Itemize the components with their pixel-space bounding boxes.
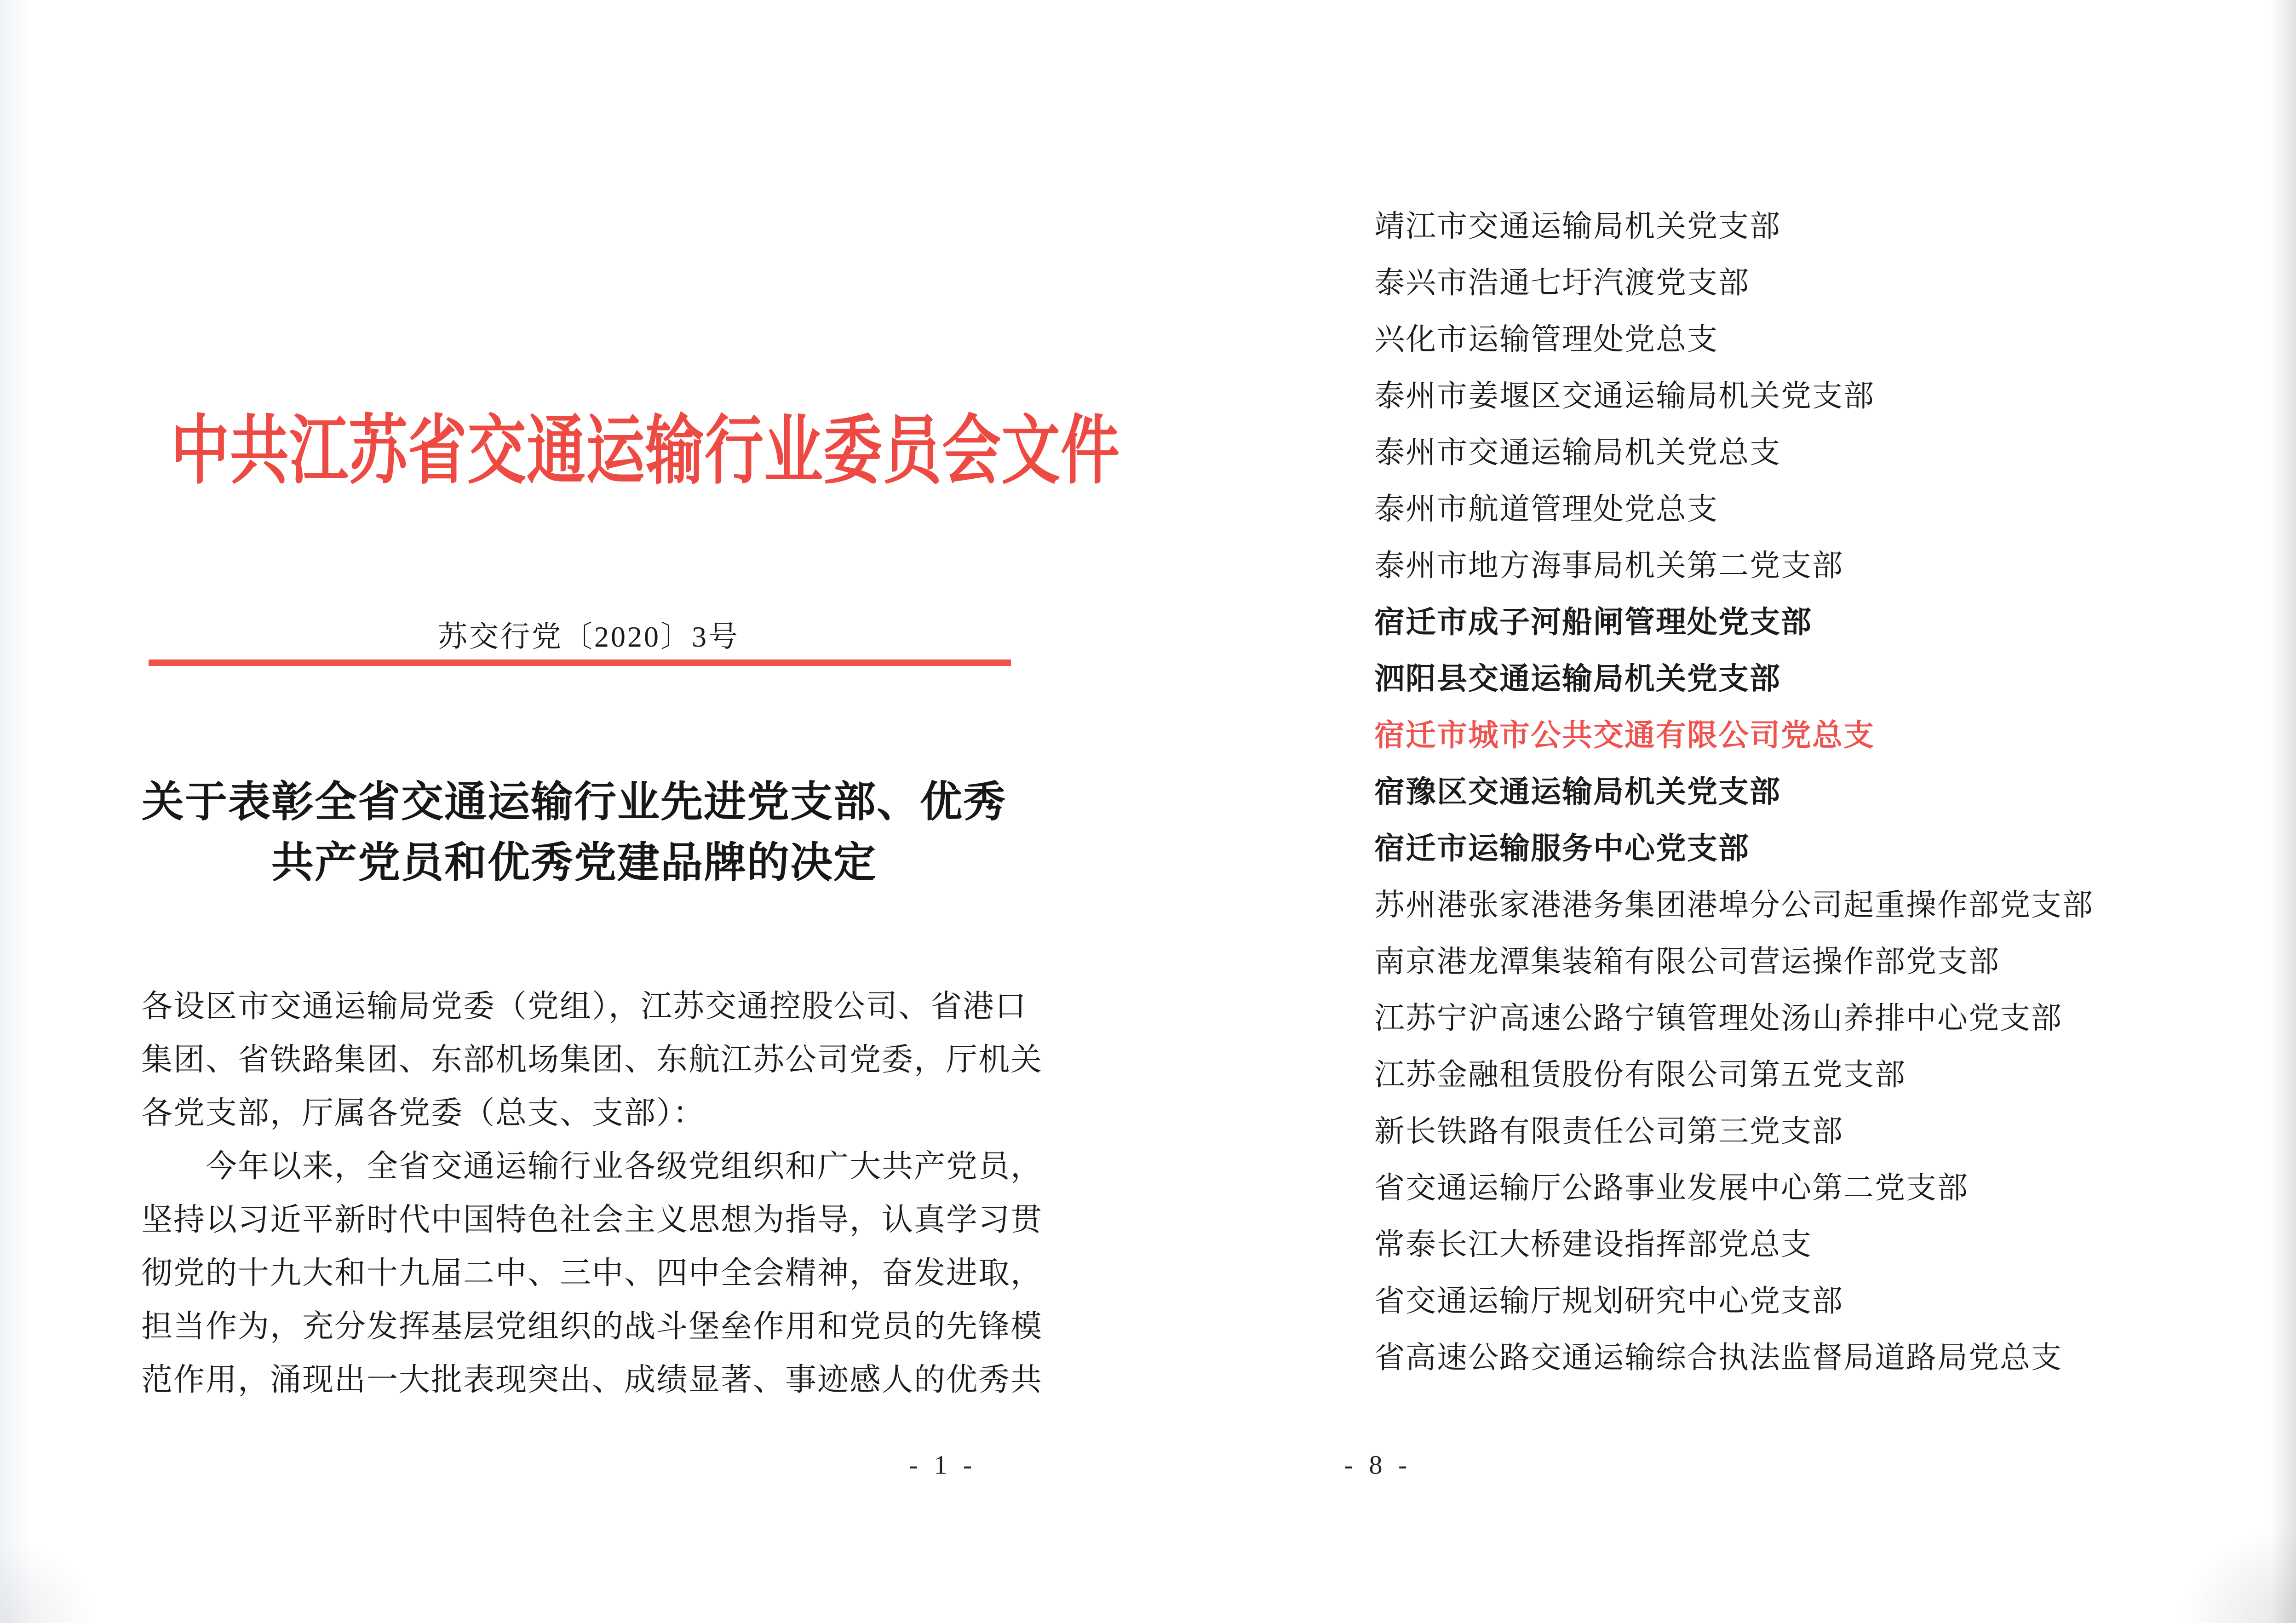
- awarded-branch-item: 省交通运输厅公路事业发展中心第二党支部: [1374, 1171, 1969, 1205]
- document-title-line-2: 共产党员和优秀党建品牌的决定: [271, 839, 877, 886]
- awarded-branch-item: 苏州港张家港港务集团港埠分公司起重操作部党支部: [1374, 889, 2094, 922]
- awarded-branch-item: 泗阳县交通运输局机关党支部: [1374, 662, 1781, 696]
- awarded-branch-list: [1374, 198, 2257, 1386]
- document-title: [0, 772, 1148, 893]
- awarded-branch-item: 兴化市运输管理处党总支: [1374, 323, 1718, 356]
- body-text-line: 彻党的十九大和十九届二中、三中、四中全会精神，奋发进取，: [141, 1256, 1043, 1290]
- awarded-branch-item: 靖江市交通运输局机关党支部: [1374, 210, 1781, 243]
- awarded-branch-item: 宿迁市成子河船闸管理处党支部: [1374, 606, 1812, 639]
- awarded-branch-item: 江苏宁沪高速公路宁镇管理处汤山养排中心党支部: [1374, 1002, 2062, 1035]
- awarded-branch-item: 江苏金融租赁股份有限公司第五党支部: [1374, 1058, 1906, 1092]
- document-title-line-1: 关于表彰全省交通运输行业先进党支部、优秀: [141, 779, 1006, 826]
- awarded-branch-item: 泰州市姜堰区交通运输局机关党支部: [1374, 379, 1875, 413]
- document-number: 苏交行党〔2020〕3号: [438, 620, 740, 653]
- awarded-branch-item: 省交通运输厅规划研究中心党支部: [1374, 1285, 1843, 1318]
- body-text-line: 担当作为，充分发挥基层党组织的战斗堡垒作用和党员的先锋模: [141, 1309, 1043, 1344]
- red-divider-rule: [149, 660, 1011, 666]
- awarded-branch-item: 宿迁市城市公共交通有限公司党总支: [1374, 719, 1875, 752]
- awarded-branch-item: 泰州市交通运输局机关党总支: [1374, 436, 1781, 470]
- awarded-branch-item: 泰州市航道管理处党总支: [1374, 493, 1718, 526]
- awarded-branch-item: 常泰长江大桥建设指挥部党总支: [1374, 1228, 1812, 1262]
- body-text-line: 各设区市交通运输局党委（党组），江苏交通控股公司、省港口: [141, 989, 1027, 1024]
- body-paragraph: [141, 980, 1043, 1406]
- awarded-branch-item: 新长铁路有限责任公司第三党支部: [1374, 1115, 1843, 1148]
- awarded-branch-item: 泰兴市浩通七圩汽渡党支部: [1374, 266, 1750, 300]
- awarded-branch-item: 省高速公路交通运输综合执法监督局道路局党总支: [1374, 1341, 2062, 1375]
- body-text-line: 各党支部，厅属各党委（总支、支部）：: [141, 1095, 706, 1130]
- body-text-line: 集团、省铁路集团、东部机场集团、东航江苏公司党委，厅机关: [141, 1042, 1043, 1077]
- awarded-branch-item: 宿豫区交通运输局机关党支部: [1374, 775, 1781, 809]
- awarded-branch-item: 南京港龙潭集装箱有限公司营运操作部党支部: [1374, 945, 2000, 979]
- body-text-line: 坚持以习近平新时代中国特色社会主义思想为指导，认真学习贯: [141, 1202, 1043, 1237]
- masthead-title: 中共江苏省交通运输行业委员会文件: [171, 409, 1120, 493]
- right-page: [1148, 0, 2296, 1623]
- page-number-right: - 8 -: [1344, 1450, 1412, 1480]
- awarded-branch-item: 泰州市地方海事局机关第二党支部: [1374, 549, 1843, 583]
- page-number-left: - 1 -: [909, 1450, 977, 1480]
- body-text-line: 今年以来，全省交通运输行业各级党组织和广大共产党员，: [206, 1149, 1043, 1184]
- body-text-line: 范作用，涌现出一大批表现突出、成绩显著、事迹感人的优秀共: [141, 1362, 1043, 1397]
- awarded-branch-item: 宿迁市运输服务中心党支部: [1374, 832, 1750, 866]
